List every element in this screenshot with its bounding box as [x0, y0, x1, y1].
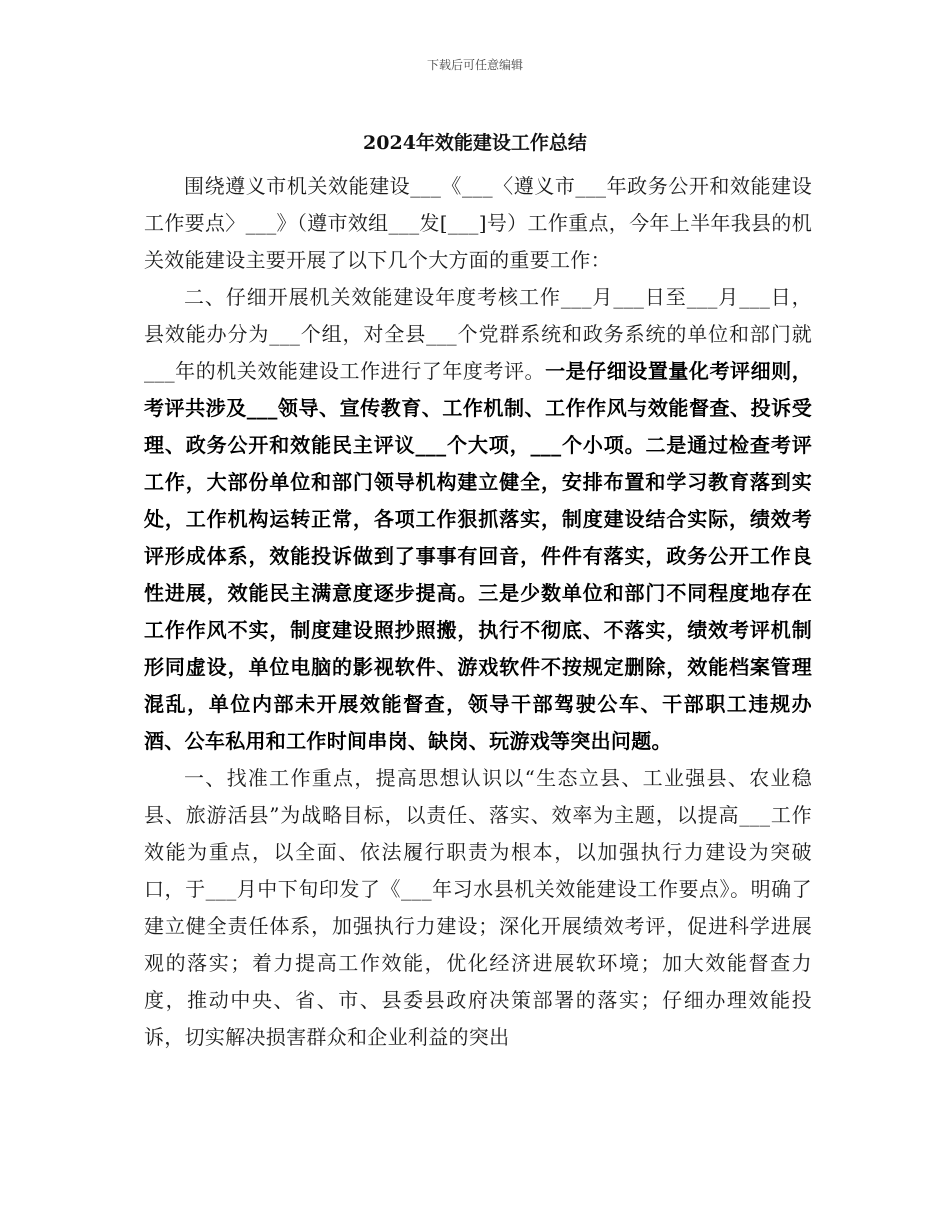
header-note: 下载后可任意编辑 [426, 58, 523, 72]
paragraph-section-two-bold-text: 一是仔细设置量化考评细则，考评共涉及___领导、宣传教育、工作机制、工作作风与效能督查、投诉受理、政务公开和效能民主评议___个大项，___个小项。二是通过检查考评工作，大部份单位和部门领导机构建立健全，安排布置和学习教育落到实处，工作机构运转正常，各项工作狠抓落实，制度建设结合实际，绩效考评形成体系，效能投诉做到了事事有回音，件件有落实，政务公开工作良性进展，效能民主满意度逐步提高。三是少数单位和部门不同程度地存在工作作风不实，制度建设照抄照搬，执行不彻底、不落实，绩效考评机制形同虚设，单位电脑的影视软件、游戏软件不按规定删除，效能档案管理混乱，单位内部未开展效能督查，领导干部驾驶公车、干部职工违规办酒、公车私用和工作时间串岗、缺岗、玩游戏等突出问题。 [144, 359, 812, 753]
paragraph-section-one-text: 一、找准工作重点，提高思想认识以“生态立县、工业强县、农业稳县、旅游活县”为战略目标，以责任、落实、效率为主题，以提高___工作效能为重点，以全面、依法履行职责为根本，以加强执行力建设为突破口，于___月中下旬印发了《___年习水县机关效能建设工作要点》。明确了建立健全责任体系，加强执行力建设；深化开展绩效考评，促进科学进展观的落实；着力提高工作效能，优化经济进展软环境；加大效能督查力度，推动中央、省、市、县委县政府决策部署的落实；仔细办理效能投诉，切实解决损害群众和企业利益的突出 [144, 766, 812, 1049]
document-title: 2024年效能建设工作总结 [363, 132, 587, 154]
document-body [144, 168, 812, 1056]
paragraph-section-one [144, 760, 812, 1056]
paragraph-intro-text: 围绕遵义市机关效能建设___《___〈遵义市___年政务公开和效能建设工作要点〉___》（遵市效组___发[___]号）工作重点，今年上半年我县的机关效能建设主要开展了以下几个大方面的重要工作： [144, 174, 812, 272]
paragraph-section-two-text: 二、仔细开展机关效能建设年度考核工作___月___日至___月___日，县效能办分为___个组，对全县___个党群系统和政务系统的单位和部门就___年的机关效能建设工作进行了年度考评。 [144, 285, 812, 383]
paragraph-intro [144, 168, 812, 279]
paragraph-section-two [144, 279, 812, 760]
